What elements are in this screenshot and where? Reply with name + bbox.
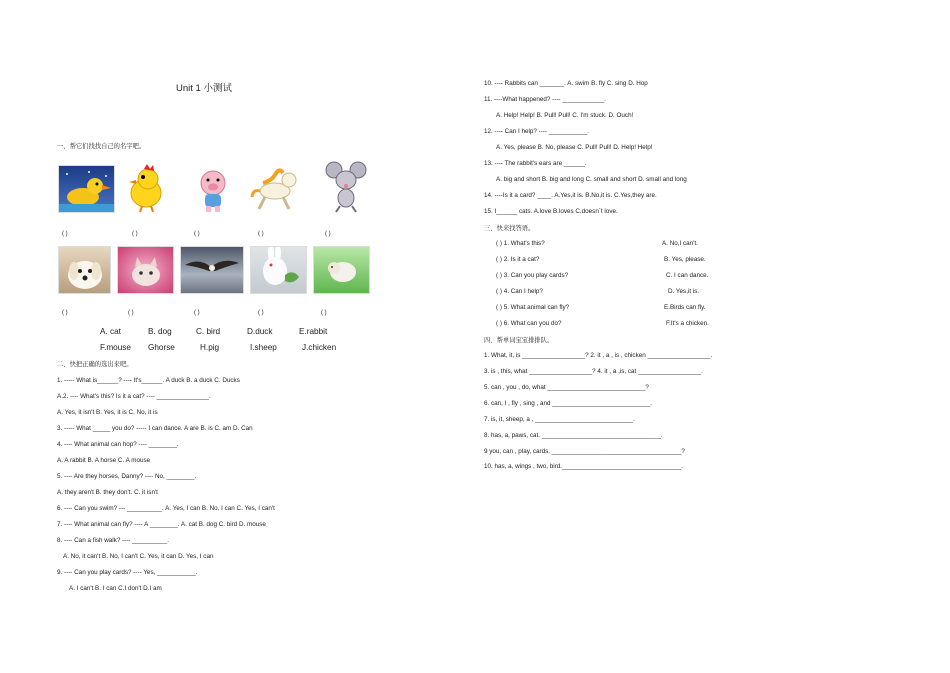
question-2: A.2. ---- What's this? Is it a cat? ---- _______________.	[57, 393, 211, 400]
question-1: 1. ----- What is______? ---- It's______. A duck B. a duck C. Ducks	[57, 377, 240, 384]
dog-icon	[59, 247, 110, 293]
section1-heading: 一、帮它们找找自己的名字吧。	[57, 143, 146, 150]
match-answer: C. I can dance.	[666, 272, 709, 279]
answer-blank[interactable]: ( )	[128, 310, 134, 316]
question-4: 4. ---- What animal can hop? ---- ________.	[57, 441, 179, 448]
match-answer: F.It's a chicken.	[666, 320, 709, 327]
reorder-line: 7. is, it, sheep, a , ____________________________.	[484, 416, 635, 423]
match-question: ( ) 3. Can you play cards?	[496, 272, 569, 279]
duck-picture	[58, 165, 115, 213]
page-title: Unit 1 小测试	[176, 83, 232, 94]
match-answer: E.Birds can fly.	[664, 304, 706, 311]
sheep-icon	[314, 247, 369, 293]
question-15: 15. I______ cats. A.love B.loves C.doesn`t love.	[484, 208, 618, 215]
question-6: 6. ---- Can you swim? --- __________. A. Yes, I can B. No, I can C. Yes, I can't	[57, 505, 275, 512]
option-word: F.mouse	[100, 343, 131, 352]
reorder-line: 1. What, it, is __________________? 2. it , a , is , chicken __________________.	[484, 352, 713, 359]
option-word: Ghorse	[148, 343, 175, 352]
chicken-icon	[124, 163, 171, 213]
question-8: 8. ---- Can a fish walk? ---- __________.	[57, 537, 169, 544]
match-question: ( ) 4. Can I help?	[496, 288, 543, 295]
question-14: 14. ----Is it a card? ____. A.Yes,it is. B.No,it is. C.Yes,they are.	[484, 192, 657, 199]
bird-icon	[181, 247, 243, 293]
chicken-picture	[124, 163, 171, 213]
mouse-icon	[322, 160, 370, 213]
question-11: 11. ----What happened? ---- ____________.	[484, 96, 607, 103]
rabbit-picture	[250, 246, 307, 294]
option-word: J.chicken	[302, 343, 337, 352]
section4-heading: 四、帮单词宝宝排排队。	[484, 337, 554, 344]
question-8-options: A. No, it can't B. No, I can't C. Yes, it can D. Yes, I can	[63, 553, 214, 560]
match-answer: D. Yes,it is.	[668, 288, 700, 295]
bird-picture	[180, 246, 244, 294]
answer-blank[interactable]: ( )	[325, 231, 331, 237]
pig-picture	[189, 165, 237, 213]
answer-blank[interactable]: ( )	[62, 310, 68, 316]
answer-blank[interactable]: ( )	[194, 310, 200, 316]
question-9-options: A. I can't B. I can C.I don't D.I am	[69, 585, 162, 592]
match-question: ( ) 5. What animal can fly?	[496, 304, 570, 311]
answer-blank[interactable]: ( )	[132, 231, 138, 237]
pig-icon	[189, 165, 237, 213]
question-11-options: A. Help! Help! B. Pull! Pull! C. I'm stuck. D. Ouch!	[496, 112, 634, 119]
answer-blank[interactable]: ( )	[194, 231, 200, 237]
answer-blank[interactable]: ( )	[62, 231, 68, 237]
question-10: 10. ---- Rabbits can _______. A. swim B. fly C. sing D. Hop	[484, 80, 648, 87]
section3-heading: 三、快来找答语。	[484, 225, 535, 232]
option-word: A. cat	[100, 327, 121, 336]
answer-blank[interactable]: ( )	[321, 310, 327, 316]
option-word: I.sheep	[250, 343, 277, 352]
reorder-line: 3. is , this, what __________________? 4. it , a ,is, cat __________________.	[484, 368, 703, 375]
answer-blank[interactable]: ( )	[258, 231, 264, 237]
question-5: 5. ---- Are they horses, Danny? ---- No, ________.	[57, 473, 197, 480]
reorder-line: 9 you, can , play, cards. _____________________________________?	[484, 448, 685, 455]
question-5-options: A. they aren't B. they don't. C. it isn't	[57, 489, 158, 496]
option-word: D.duck	[247, 327, 273, 336]
cat-icon	[118, 247, 173, 293]
cat-picture	[117, 246, 174, 294]
question-3: 3. ----- What _____ you do? ----- I can dance. A are B. is C. am D. Can	[57, 425, 253, 432]
question-13-options: A. big and short B. big and long C. small and short D. small and long	[496, 176, 687, 183]
reorder-line: 6. can, I , fly , sing , and ____________________________.	[484, 400, 653, 407]
option-word: B. dog	[148, 327, 172, 336]
mouse-picture	[322, 160, 370, 213]
rabbit-icon	[251, 247, 306, 293]
match-question: ( ) 2. Is it a cat?	[496, 256, 540, 263]
match-question: ( ) 1. What's this?	[496, 240, 545, 247]
section2-heading: 二、快把正确的选出来吧。	[57, 361, 133, 368]
option-word: C. bird	[196, 327, 221, 336]
horse-picture	[249, 165, 301, 213]
horse-icon	[249, 165, 301, 213]
question-2-options: A. Yes, it isn't B. Yes, it is C. No, it is	[57, 409, 158, 416]
reorder-line: 10. has, a, wings , two, bird.__________________________________.	[484, 463, 683, 470]
reorder-line: 5. can , you , do, what ____________________________?	[484, 384, 649, 391]
question-12-options: A. Yes, please B. No, please C. Pull! Pull! D. Help! Help!	[496, 144, 653, 151]
option-word: E.rabbit	[299, 327, 328, 336]
sheep-picture	[313, 246, 370, 294]
question-7: 7. ---- What animal can fly? ---- A ________. A. cat B. dog C. bird D. mouse	[57, 521, 266, 528]
answer-blank[interactable]: ( )	[258, 310, 264, 316]
match-answer: B. Yes, please.	[664, 256, 706, 263]
match-question: ( ) 6. What can you do?	[496, 320, 562, 327]
reorder-line: 8. has, a, paws, cat. __________________________________.	[484, 432, 663, 439]
dog-picture	[58, 246, 111, 294]
match-answer: A. No,I can't.	[662, 240, 698, 247]
question-9: 9. ---- Can you play cards? ---- Yes, ___________.	[57, 569, 198, 576]
question-4-options: A. A rabbit B. A horse C. A mouse	[57, 457, 151, 464]
duck-icon	[59, 166, 114, 212]
question-13: 13. ---- The rabbit's ears are ______.	[484, 160, 587, 167]
question-12: 12. ---- Can I help? ---- ___________.	[484, 128, 590, 135]
option-word: H.pig	[200, 343, 220, 352]
